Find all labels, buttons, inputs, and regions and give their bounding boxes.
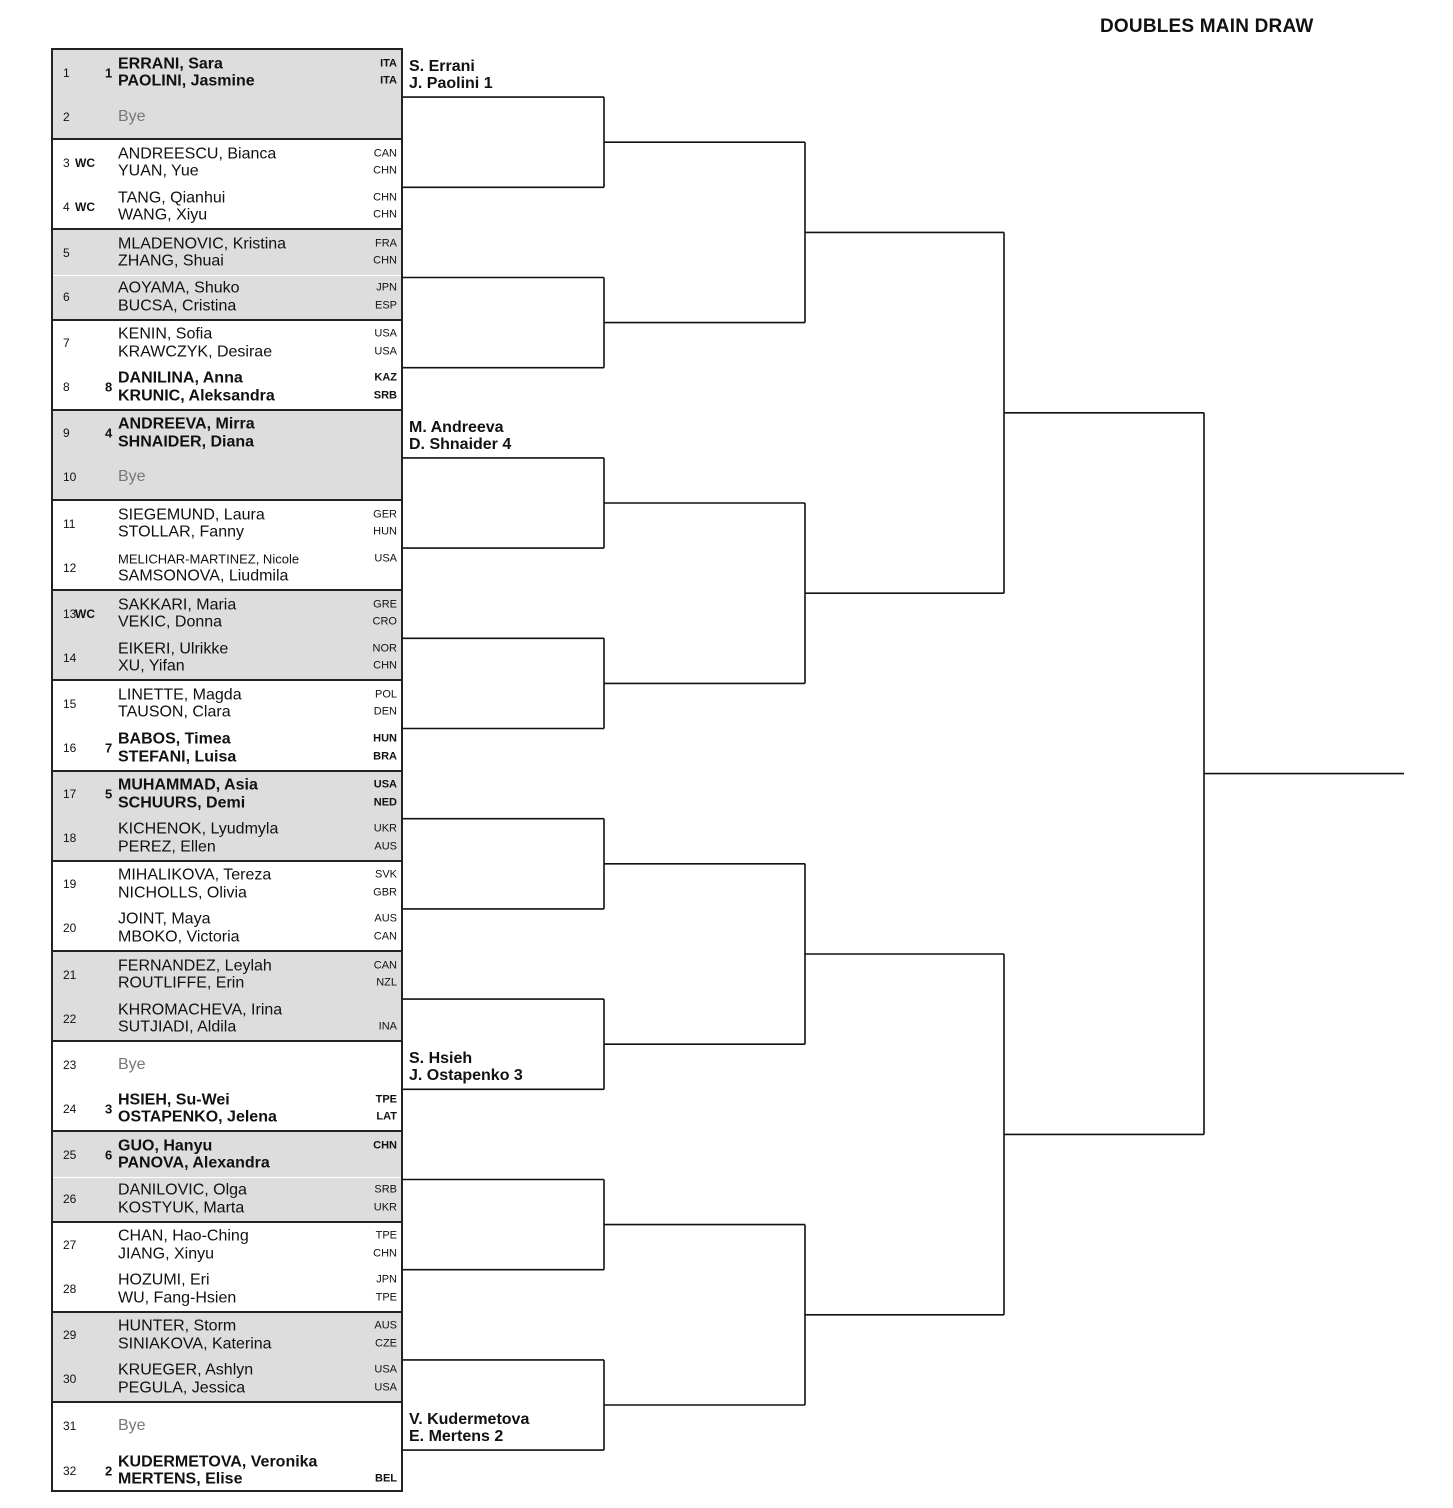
entry-position: 3 [63,155,70,170]
player-name[interactable]: SHNAIDER, Diana [118,433,255,451]
advanced-team [409,58,493,92]
entry-position: 23 [63,1057,77,1072]
player-name[interactable]: MERTENS, Elise [118,1470,243,1488]
player-name[interactable]: SUTJIADI, Aldila [118,1018,237,1036]
entry-position: 8 [63,380,70,395]
entry-position: 30 [63,1372,77,1387]
country-code: CHN [373,191,397,204]
seed-number: 4 [105,425,113,441]
country-code: SRB [373,389,397,402]
player-name[interactable]: ROUTLIFFE, Erin [118,974,245,992]
player-name[interactable]: SCHUURS, Demi [118,794,246,812]
player-name[interactable]: ZHANG, Shuai [118,252,224,270]
player-name[interactable]: FERNANDEZ, Leylah [118,957,272,975]
entry-position: 19 [63,877,77,892]
country-code: SVK [374,868,397,881]
country-code: POL [374,688,397,701]
player-name[interactable]: TAUSON, Clara [118,703,231,721]
player-name[interactable]: SIEGEMUND, Laura [118,506,265,524]
entry-position: 28 [63,1282,77,1297]
entry-position: 29 [63,1328,77,1343]
seed-number: 2 [105,1463,113,1479]
entry-position: 17 [63,787,77,802]
entry-position: 25 [63,1147,77,1162]
seed-number: 5 [105,786,113,802]
country-code: NOR [372,642,397,655]
entry-position: 11 [63,516,76,531]
country-code: SRB [374,1183,397,1196]
player-name[interactable]: OSTAPENKO, Jelena [118,1108,277,1126]
country-code: GBR [373,886,397,899]
country-code: ITA [380,74,397,87]
player-name[interactable]: DANILINA, Anna [118,369,243,387]
player-name[interactable]: LINETTE, Magda [118,686,242,704]
country-code: LAT [376,1110,397,1123]
country-code: USA [374,345,397,358]
player-name[interactable]: KOSTYUK, Marta [118,1199,245,1217]
entry-position: 6 [63,290,70,305]
country-code: CHN [373,254,397,267]
country-code: USA [374,552,397,565]
country-code: UKR [373,822,397,835]
country-code: USA [374,1363,397,1376]
draw-title: DOUBLES MAIN DRAW [1100,16,1314,37]
country-code: JPN [376,281,397,294]
country-code: FRA [375,237,397,250]
country-code: TPE [375,1093,397,1106]
country-code: GRE [373,598,397,611]
country-code: HUN [373,525,397,538]
player-name[interactable]: KRUEGER, Ashlyn [118,1361,254,1379]
player-name[interactable]: KICHENOK, Lyudmyla [118,820,279,838]
player-name[interactable]: HOZUMI, Eri [118,1271,210,1289]
country-code: GER [373,508,397,521]
seed-number: 6 [105,1147,113,1163]
player-name[interactable]: PANOVA, Alexandra [118,1154,270,1172]
country-code: CAN [373,147,397,160]
country-code: AUS [374,912,397,925]
player-name[interactable]: WANG, Xiyu [118,206,208,224]
entry-position: 26 [63,1192,77,1207]
country-code: CHN [373,1247,397,1260]
country-code: USA [373,778,397,791]
player-name[interactable]: CHAN, Hao-Ching [118,1227,249,1245]
player-name[interactable]: VEKIC, Donna [118,613,223,631]
country-code: KAZ [374,371,397,384]
player-name[interactable]: STOLLAR, Fanny [118,523,244,541]
player-name[interactable]: KRAWCZYK, Desirae [118,343,273,361]
country-code: TPE [375,1229,397,1242]
player-name[interactable]: MELICHAR-MARTINEZ, Nicole [118,551,300,567]
seed-number: 3 [105,1101,113,1117]
entry-position: 32 [63,1463,77,1478]
entry-position: 20 [63,921,77,936]
player-name[interactable]: MIHALIKOVA, Tereza [118,866,272,884]
entry-position: 9 [63,426,70,441]
bye-label: Bye [118,468,146,486]
player-name[interactable]: JIANG, Xinyu [118,1245,215,1263]
country-code: CHN [373,208,397,221]
player-name[interactable]: YUAN, Yue [118,162,199,180]
bye-label: Bye [118,107,146,125]
player-name[interactable]: BUCSA, Cristina [118,297,237,315]
player-name[interactable]: DANILOVIC, Olga [118,1181,247,1199]
player-name[interactable]: SAKKARI, Maria [118,596,237,614]
seed-number: 1 [105,65,113,81]
entry-position: 18 [63,831,77,846]
advanced-team [409,1411,529,1445]
advanced-player: J. Ostapenko 3 [409,1067,523,1085]
entry-position: 12 [63,560,77,575]
entry-position: 10 [63,470,77,485]
entry-position: 15 [63,696,77,711]
entry-position: 1 [63,65,70,80]
country-code: CAN [373,930,397,943]
country-code: INA [378,1020,397,1033]
player-name[interactable]: GUO, Hanyu [118,1137,213,1155]
country-code: AUS [374,840,397,853]
player-name[interactable]: AOYAMA, Shuko [118,279,240,297]
entry-position: 27 [63,1238,77,1253]
entry-position: 14 [63,650,77,665]
country-code: CAN [373,959,397,972]
country-code: USA [374,327,397,340]
country-code: ITA [380,57,397,70]
entry-tag: WC [75,155,95,170]
player-name[interactable]: ANDREESCU, Bianca [118,145,277,163]
player-name[interactable]: ERRANI, Sara [118,55,223,73]
player-name[interactable]: PEGULA, Jessica [118,1379,246,1397]
country-code: BRA [373,750,397,763]
entry-position: 4 [63,199,70,214]
seed-number: 7 [105,740,113,756]
player-name[interactable]: MUHAMMAD, Asia [118,776,258,794]
player-name[interactable]: KHROMACHEVA, Irina [118,1001,283,1019]
player-name[interactable]: STEFANI, Luisa [118,748,237,766]
country-code: UKR [373,1201,397,1214]
entry-position: 5 [63,245,70,260]
advanced-player: V. Kudermetova [409,1411,530,1429]
entry-tag: WC [75,606,95,621]
player-name[interactable]: NICHOLLS, Olivia [118,884,247,902]
entry-position: 22 [63,1011,77,1026]
entry-position: 13 [63,606,77,621]
country-code: NZL [376,976,397,989]
player-name[interactable]: HSIEH, Su-Wei [118,1091,230,1109]
entry-position: 31 [63,1418,77,1433]
entry-tag: WC [75,199,95,214]
player-name[interactable]: XU, Yifan [118,657,185,675]
player-name[interactable]: SAMSONOVA, Liudmila [118,567,289,585]
advanced-player: S. Errani [409,58,475,76]
bye-label: Bye [118,1416,146,1434]
country-code: USA [374,1381,397,1394]
player-name[interactable]: MBOKO, Victoria [118,928,240,946]
player-name[interactable]: ANDREEVA, Mirra [118,415,255,433]
player-name[interactable]: HUNTER, Storm [118,1317,237,1335]
country-code: NED [373,796,397,809]
player-name[interactable]: BABOS, Timea [118,730,231,748]
country-code: JPN [376,1273,397,1286]
entry-position: 7 [63,336,70,351]
player-name[interactable]: MLADENOVIC, Kristina [118,235,287,253]
country-code: CHN [373,164,397,177]
advanced-team [409,419,511,453]
player-name[interactable]: JOINT, Maya [118,910,211,928]
country-code: ESP [374,299,397,312]
country-code: BEL [375,1472,397,1485]
advanced-player: D. Shnaider 4 [409,435,512,453]
player-name[interactable]: SINIAKOVA, Katerina [118,1335,272,1353]
advanced-team [409,1050,523,1084]
advanced-player: E. Mertens 2 [409,1428,504,1446]
entry-position: 2 [63,109,70,124]
advanced-player: M. Andreeva [409,418,504,436]
entry-position: 16 [63,741,77,756]
player-name[interactable]: PEREZ, Ellen [118,838,216,856]
player-name[interactable]: KUDERMETOVA, Veronika [118,1453,318,1471]
entry-position: 24 [63,1101,77,1116]
country-code: HUN [373,732,397,745]
country-code: TPE [375,1291,397,1304]
seed-number: 8 [105,379,113,395]
player-name[interactable]: TANG, Qianhui [118,189,226,207]
country-code: CHN [373,659,397,672]
player-name[interactable]: KRUNIC, Aleksandra [118,387,275,405]
bye-label: Bye [118,1055,146,1073]
advanced-player: S. Hsieh [409,1050,473,1068]
player-name[interactable]: WU, Fang-Hsien [118,1289,237,1307]
country-code: CRO [372,615,397,628]
entry-position: 21 [63,967,77,982]
country-code: CHN [373,1139,397,1152]
advanced-player: J. Paolini 1 [409,75,493,93]
country-code: DEN [373,705,397,718]
country-code: AUS [374,1319,397,1332]
player-name[interactable]: PAOLINI, Jasmine [118,72,255,90]
country-code: CZE [375,1337,397,1350]
player-name[interactable]: KENIN, Sofia [118,325,213,343]
player-name[interactable]: EIKERI, Ulrikke [118,640,229,658]
